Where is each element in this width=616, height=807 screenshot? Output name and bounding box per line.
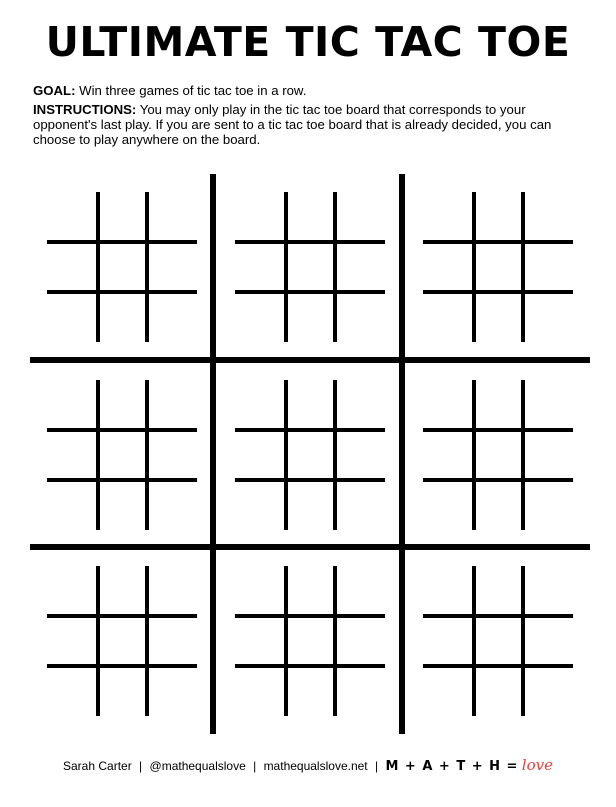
instructions-label: INSTRUCTIONS: bbox=[33, 102, 137, 117]
board-cell[interactable] bbox=[47, 380, 96, 428]
board-cell[interactable] bbox=[474, 242, 523, 290]
instructions-description: You may only play in the tic tac toe board that corresponds to your opponent's last play. If you are sent to a tic tac toe board that is already decided, you can choose to play anywhere on the board. bbox=[33, 102, 552, 147]
board-cell[interactable] bbox=[335, 292, 384, 340]
footer-separator: | bbox=[253, 759, 257, 773]
board-cell[interactable] bbox=[523, 480, 572, 528]
board-cell[interactable] bbox=[147, 480, 196, 528]
board-cell[interactable] bbox=[98, 292, 147, 340]
board-cell[interactable] bbox=[235, 666, 284, 714]
goal-description: Win three games of tic tac toe in a row. bbox=[79, 83, 307, 98]
board-cell[interactable] bbox=[474, 480, 523, 528]
board-cell[interactable] bbox=[147, 242, 196, 290]
sub-board-2-2 bbox=[235, 380, 385, 530]
board-cell[interactable] bbox=[286, 242, 335, 290]
board-cell[interactable] bbox=[523, 666, 572, 714]
footer bbox=[0, 757, 616, 775]
board-cell[interactable] bbox=[286, 666, 335, 714]
board-cell[interactable] bbox=[423, 242, 472, 290]
big-grid-line-vertical-2 bbox=[399, 174, 405, 734]
board-cell[interactable] bbox=[98, 666, 147, 714]
board-cell[interactable] bbox=[423, 666, 472, 714]
board-cell[interactable] bbox=[286, 292, 335, 340]
board-cell[interactable] bbox=[47, 566, 96, 614]
board-cell[interactable] bbox=[335, 242, 384, 290]
board-cell[interactable] bbox=[286, 380, 335, 428]
board-cell[interactable] bbox=[47, 430, 96, 478]
board-cell[interactable] bbox=[235, 566, 284, 614]
board-cell[interactable] bbox=[147, 566, 196, 614]
board-cell[interactable] bbox=[98, 380, 147, 428]
board-cell[interactable] bbox=[335, 430, 384, 478]
board-cell[interactable] bbox=[474, 616, 523, 664]
board-cell[interactable] bbox=[523, 242, 572, 290]
board-cell[interactable] bbox=[474, 666, 523, 714]
footer-website[interactable]: mathequalslove.net bbox=[263, 759, 368, 773]
board-cell[interactable] bbox=[335, 380, 384, 428]
instructions-text bbox=[33, 102, 593, 147]
board-cell[interactable] bbox=[147, 380, 196, 428]
board-cell[interactable] bbox=[98, 566, 147, 614]
board-cell[interactable] bbox=[423, 616, 472, 664]
board-cell[interactable] bbox=[335, 666, 384, 714]
board-cell[interactable] bbox=[523, 616, 572, 664]
board-cell[interactable] bbox=[474, 192, 523, 240]
board-cell[interactable] bbox=[523, 380, 572, 428]
sub-board-1-1 bbox=[47, 192, 197, 342]
footer-handle[interactable]: @mathequalslove bbox=[149, 759, 246, 773]
board-cell[interactable] bbox=[98, 616, 147, 664]
board-cell[interactable] bbox=[286, 616, 335, 664]
board-cell[interactable] bbox=[474, 566, 523, 614]
sub-board-3-1 bbox=[47, 566, 197, 716]
board-cell[interactable] bbox=[423, 292, 472, 340]
board-cell[interactable] bbox=[98, 480, 147, 528]
board-cell[interactable] bbox=[147, 430, 196, 478]
board-cell[interactable] bbox=[47, 242, 96, 290]
board-cell[interactable] bbox=[474, 292, 523, 340]
board-cell[interactable] bbox=[523, 566, 572, 614]
board-cell[interactable] bbox=[47, 192, 96, 240]
board-cell[interactable] bbox=[235, 616, 284, 664]
goal-label: GOAL: bbox=[33, 83, 76, 98]
board-cell[interactable] bbox=[235, 292, 284, 340]
ultimate-board bbox=[30, 174, 590, 734]
board-cell[interactable] bbox=[335, 480, 384, 528]
board-cell[interactable] bbox=[235, 480, 284, 528]
board-cell[interactable] bbox=[335, 192, 384, 240]
board-cell[interactable] bbox=[235, 380, 284, 428]
board-cell[interactable] bbox=[423, 480, 472, 528]
board-cell[interactable] bbox=[335, 566, 384, 614]
board-cell[interactable] bbox=[474, 430, 523, 478]
big-grid-line-horizontal-2 bbox=[30, 544, 590, 550]
board-cell[interactable] bbox=[235, 242, 284, 290]
board-cell[interactable] bbox=[47, 666, 96, 714]
board-cell[interactable] bbox=[286, 566, 335, 614]
footer-author: Sarah Carter bbox=[63, 759, 132, 773]
board-cell[interactable] bbox=[47, 616, 96, 664]
board-cell[interactable] bbox=[98, 192, 147, 240]
board-cell[interactable] bbox=[523, 192, 572, 240]
board-cell[interactable] bbox=[286, 480, 335, 528]
sub-board-3-3 bbox=[423, 566, 573, 716]
big-grid-line-vertical-1 bbox=[210, 174, 216, 734]
board-cell[interactable] bbox=[235, 192, 284, 240]
sub-board-3-2 bbox=[235, 566, 385, 716]
board-cell[interactable] bbox=[286, 430, 335, 478]
board-cell[interactable] bbox=[47, 292, 96, 340]
board-cell[interactable] bbox=[147, 616, 196, 664]
board-cell[interactable] bbox=[474, 380, 523, 428]
board-cell[interactable] bbox=[47, 480, 96, 528]
board-cell[interactable] bbox=[423, 192, 472, 240]
footer-separator: | bbox=[139, 759, 143, 773]
sub-board-1-2 bbox=[235, 192, 385, 342]
board-cell[interactable] bbox=[286, 192, 335, 240]
board-cell[interactable] bbox=[523, 430, 572, 478]
board-cell[interactable] bbox=[147, 192, 196, 240]
footer-logo-math: M + A + T + H = bbox=[385, 759, 519, 774]
board-cell[interactable] bbox=[423, 380, 472, 428]
footer-separator: | bbox=[374, 759, 379, 773]
board-cell[interactable] bbox=[98, 242, 147, 290]
board-cell[interactable] bbox=[423, 566, 472, 614]
board-cell[interactable] bbox=[235, 430, 284, 478]
goal-text bbox=[33, 83, 593, 98]
footer-logo-love: love bbox=[521, 756, 553, 774]
sub-board-2-1 bbox=[47, 380, 197, 530]
board-cell[interactable] bbox=[335, 616, 384, 664]
board-cell[interactable] bbox=[147, 666, 196, 714]
board-cell[interactable] bbox=[423, 430, 472, 478]
sub-board-2-3 bbox=[423, 380, 573, 530]
board-cell[interactable] bbox=[523, 292, 572, 340]
page-title: ULTIMATE TIC TAC TOE bbox=[45, 18, 571, 66]
sub-board-1-3 bbox=[423, 192, 573, 342]
board-cell[interactable] bbox=[147, 292, 196, 340]
board-cell[interactable] bbox=[98, 430, 147, 478]
big-grid-line-horizontal-1 bbox=[30, 357, 590, 363]
